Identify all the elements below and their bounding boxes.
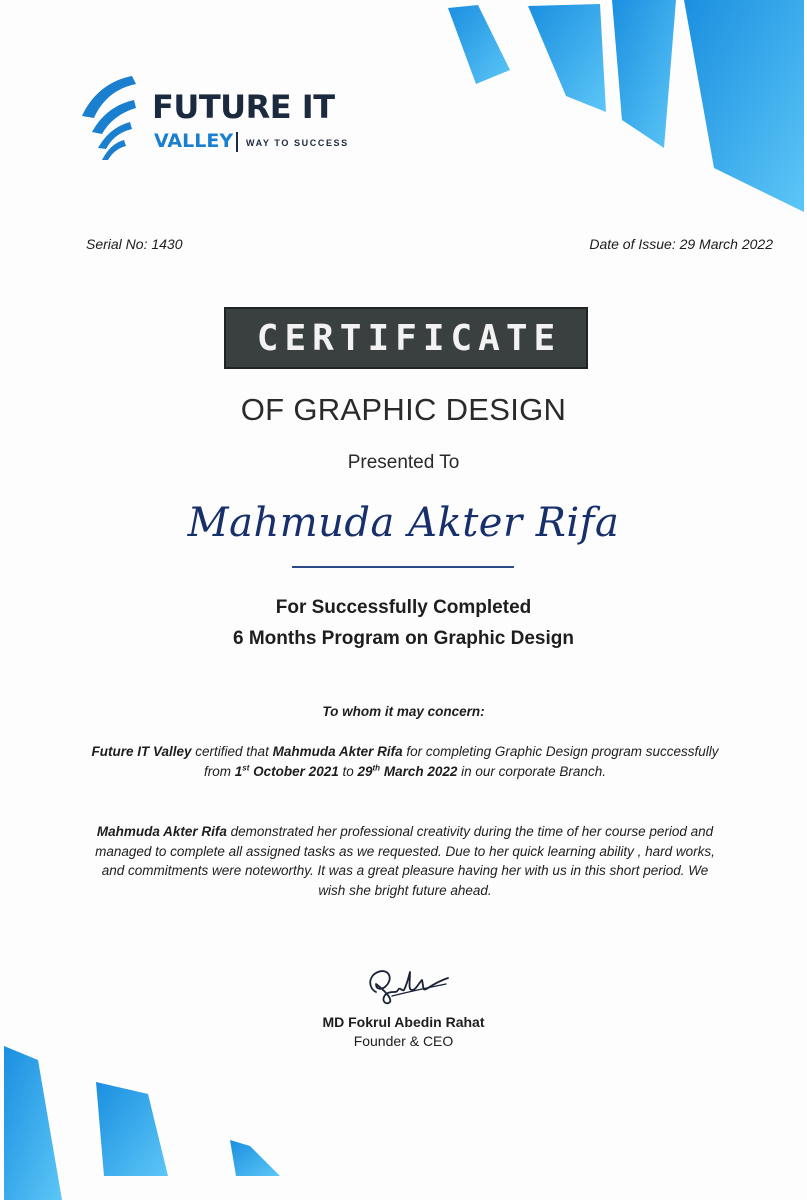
- p2-text: demonstrated her professional creativity during the time of her course period and managed to complete all assigned tasks as we requested. Due to her quick learning ability , hard works, and commitments were noteworthy. It was a great pleasure having her with us in this short period. We wish she bright future ahead.: [95, 824, 715, 898]
- top-stripe-4: [684, 0, 804, 212]
- bottom-stripe-1: [4, 1046, 62, 1200]
- achievement-line-1: For Successfully Completed: [275, 597, 532, 618]
- p1-recipient: Mahmuda Akter Rifa: [272, 744, 403, 759]
- p2-recipient: Mahmuda Akter Rifa: [96, 824, 227, 839]
- start-date: 1st October 2021: [234, 763, 339, 779]
- recipient-name: Mahmuda Akter Rifa: [187, 500, 620, 546]
- wing-stripes-icon: [70, 72, 150, 168]
- signature-image: [362, 962, 452, 1008]
- end-date: 29th March 2022: [357, 763, 458, 779]
- certificate-title: CERTIFICATE: [256, 317, 562, 359]
- company-logo: [70, 72, 370, 172]
- p1-text-c: in our corporate Branch.: [457, 763, 606, 779]
- bottom-stripe-2: [96, 1082, 168, 1176]
- salutation: To whom it may concern:: [322, 704, 485, 719]
- certificate-subtitle: OF GRAPHIC DESIGN: [240, 392, 567, 427]
- issue-date: Date of Issue: 29 March 2022: [589, 236, 773, 252]
- top-stripe-3: [612, 0, 676, 148]
- presented-to: Presented To: [347, 452, 460, 473]
- achievement-text: [0, 592, 807, 654]
- logo-tagline: WAY TO SUCCESS: [246, 138, 349, 148]
- bottom-stripe-3: [230, 1140, 280, 1176]
- certificate-title-plate: [224, 307, 588, 369]
- org-name: Future IT Valley: [91, 744, 192, 759]
- logo-title: FUTURE IT: [152, 88, 335, 126]
- achievement-line-2: 6 Months Program on Graphic Design: [233, 628, 574, 649]
- serial-number: Serial No: 1430: [86, 236, 183, 252]
- top-stripe-2: [528, 4, 606, 112]
- name-underline: [292, 566, 514, 568]
- p1-text-a: certified that: [191, 744, 273, 759]
- signatory-name: MD Fokrul Abedin Rahat: [322, 1014, 485, 1030]
- p1-text-to: to: [338, 763, 358, 779]
- top-stripe-1: [448, 5, 510, 84]
- logo-subtitle: VALLEY: [154, 130, 234, 152]
- signatory-role: Founder & CEO: [353, 1033, 454, 1049]
- paragraph-2: [90, 822, 720, 900]
- paragraph-1: [90, 742, 720, 781]
- logo-divider: [236, 132, 238, 152]
- p1-text-b: for completing Graphic Design program successfully from: [204, 744, 719, 779]
